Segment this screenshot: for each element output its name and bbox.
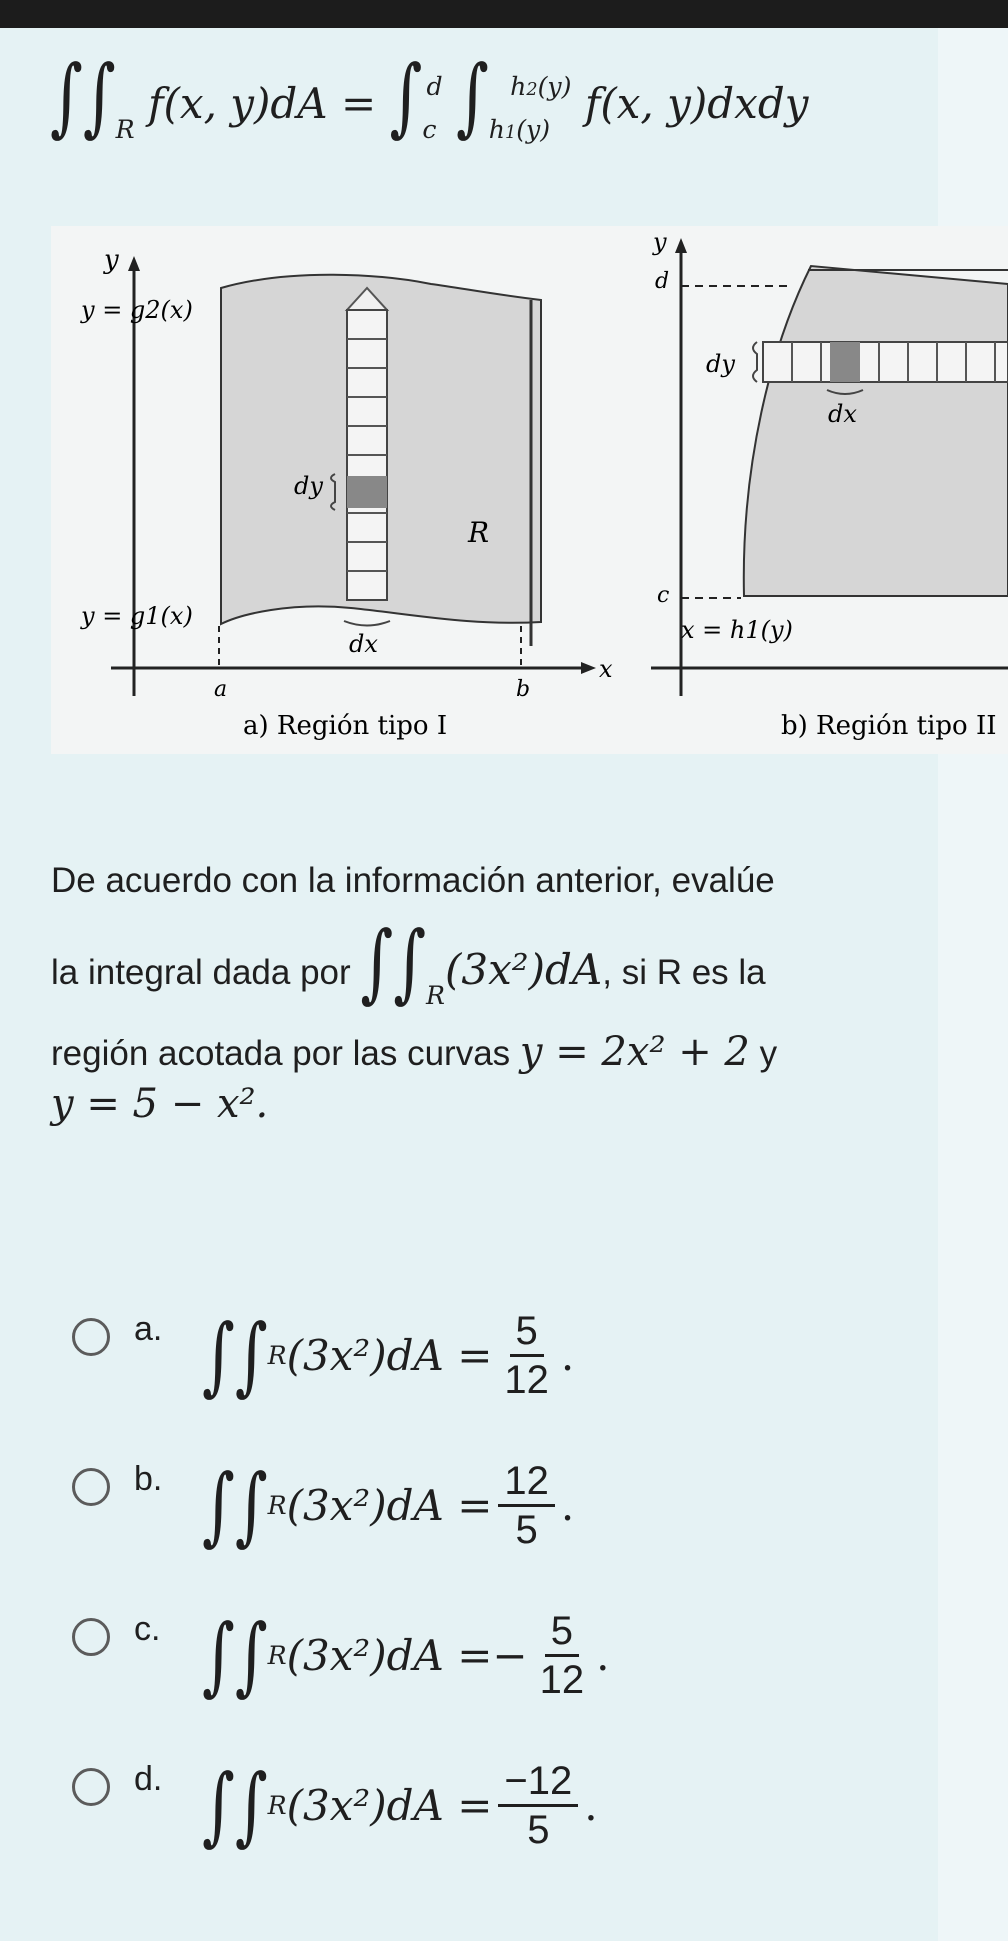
option-c-formula: ∫ ∫ R (3x²)dA = − $\frac{5}{12}$ . bbox=[202, 1605, 610, 1705]
radio-button-c[interactable] bbox=[72, 1618, 110, 1656]
option-integrand: (3x²)dA = bbox=[286, 1630, 493, 1680]
region-label: R bbox=[468, 516, 490, 549]
option-d[interactable] bbox=[72, 1750, 922, 1870]
question-integrand: (3x²)dA bbox=[445, 944, 603, 994]
d-label: d bbox=[655, 269, 670, 294]
lower-curve-label: y = g1(x) bbox=[81, 602, 193, 630]
option-b[interactable] bbox=[72, 1450, 922, 1570]
panel-type-1 bbox=[80, 245, 613, 741]
panel-b-dx: dx bbox=[828, 400, 857, 428]
panel-a-dy: dy bbox=[294, 472, 323, 500]
panel-a-x-axis: x bbox=[599, 655, 613, 683]
type2-formula: $\int\int_R$ f(x, $y)dA = \int_c^d$ $\int_{h1(y)}^{h2(y)}$ f(x, y)dxdy bbox=[50, 47, 809, 146]
panel-b-y-axis: y bbox=[653, 228, 667, 256]
curve-1: y = 2x² + 2 bbox=[519, 1029, 750, 1076]
option-letter: a. bbox=[134, 1310, 163, 1348]
panel-a-caption: a) Región tipo I bbox=[243, 711, 448, 741]
question-line-3-suffix: y bbox=[759, 1034, 778, 1074]
question-line-1: De acuerdo con la información anterior, evalúe bbox=[51, 861, 775, 900]
option-fraction: $\frac{-12}{5}$ bbox=[498, 1758, 578, 1853]
a-label: a bbox=[214, 677, 228, 702]
panel-type-2 bbox=[651, 228, 1008, 741]
question-line-2-prefix: la integral dada por bbox=[51, 952, 351, 992]
question-line-4 bbox=[51, 1078, 931, 1130]
question-line-3 bbox=[51, 1026, 931, 1078]
option-fraction: $\frac{12}{5}$ bbox=[498, 1458, 555, 1553]
option-c[interactable] bbox=[72, 1600, 922, 1720]
question-line-2-suffix: , si R es la bbox=[602, 952, 766, 992]
radio-button-d[interactable] bbox=[72, 1768, 110, 1806]
option-integrand: (3x²)dA = bbox=[286, 1780, 493, 1830]
b-label: b bbox=[516, 677, 531, 702]
panel-a-dx: dx bbox=[349, 630, 378, 658]
option-integrand: (3x²)dA = bbox=[286, 1480, 493, 1530]
question-text bbox=[51, 858, 931, 1130]
option-b-formula: ∫ ∫ R (3x²)dA = $\frac{12}{5}$ . bbox=[202, 1455, 575, 1555]
left-curve-label: x = h1(y) bbox=[681, 616, 793, 644]
option-letter: d. bbox=[134, 1760, 163, 1798]
option-fraction: $\frac{5}{12}$ bbox=[539, 1608, 585, 1702]
option-sign: − bbox=[492, 1630, 528, 1680]
status-bar bbox=[0, 0, 1008, 28]
option-letter: b. bbox=[134, 1460, 163, 1498]
radio-button-b[interactable] bbox=[72, 1468, 110, 1506]
option-a-formula: ∫ ∫ R (3x²)dA = $\frac{5}{12}$ . bbox=[202, 1305, 575, 1405]
curve-2: y = 5 − x². bbox=[51, 1081, 269, 1128]
question-line-2: la integral dada por $\int\int_R(3x^2)dA$, si R es la bbox=[51, 912, 766, 1012]
option-integrand: (3x²)dA = bbox=[286, 1330, 493, 1380]
question-line-3-prefix: región acotada por las curvas bbox=[51, 1034, 511, 1074]
radio-button-a[interactable] bbox=[72, 1318, 110, 1356]
panel-a-y-axis: y bbox=[104, 245, 119, 275]
upper-curve-label: y = g2(x) bbox=[81, 296, 193, 324]
panel-b-dy: dy bbox=[706, 350, 735, 378]
option-letter: c. bbox=[134, 1610, 161, 1648]
option-a[interactable] bbox=[72, 1300, 922, 1420]
option-d-formula: ∫ ∫ R (3x²)dA = $\frac{-12}{5}$ . bbox=[202, 1755, 598, 1855]
option-fraction: $\frac{5}{12}$ bbox=[504, 1308, 549, 1402]
panel-b-caption: b) Región tipo II bbox=[781, 711, 997, 741]
c-label: c bbox=[657, 583, 670, 608]
region-figure bbox=[51, 226, 1008, 754]
